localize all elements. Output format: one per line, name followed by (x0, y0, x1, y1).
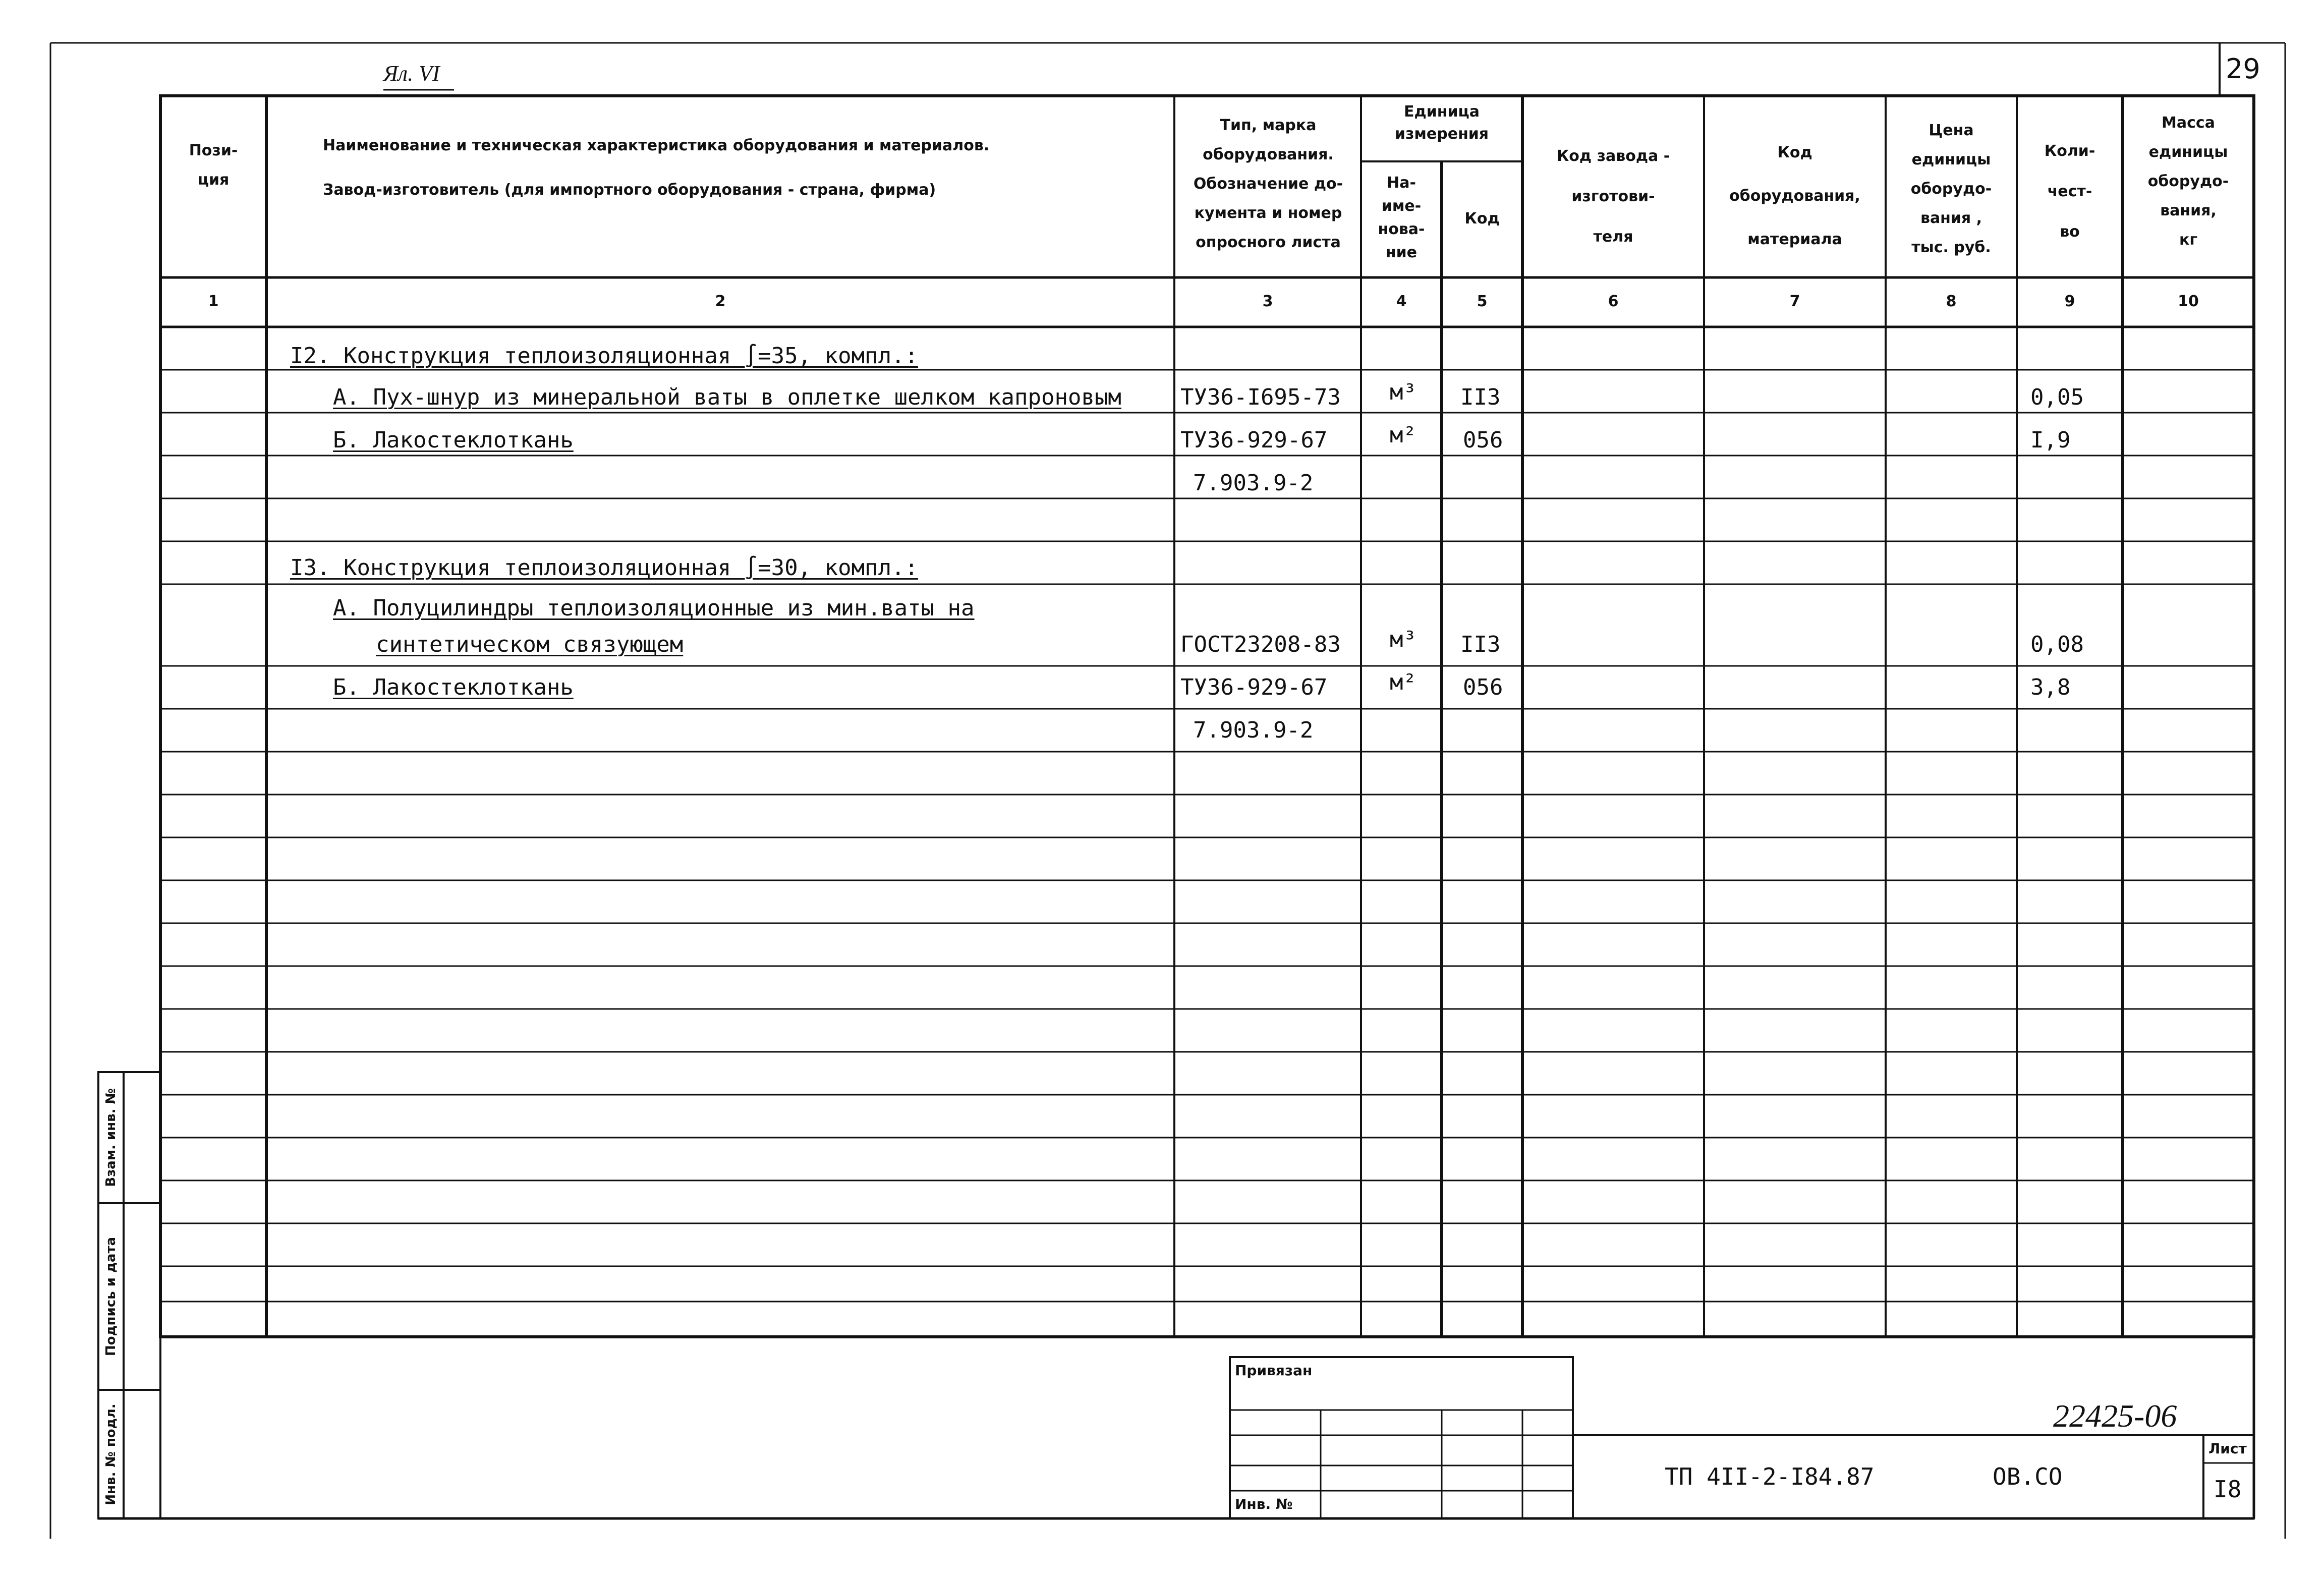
column-number-8: 8 (1946, 293, 1957, 310)
table-row-quantity: 0,08 (2030, 632, 2084, 657)
header-unit-code: Код (1464, 210, 1500, 228)
table-row-type: ТУ36-I695-73 (1180, 384, 1341, 410)
header-position: Пози- ция (189, 142, 238, 189)
table-row-unit: м³ (1390, 379, 1416, 405)
stamp-inv-no: Инв. № (1235, 1496, 1293, 1512)
header-plant-code: Код завода - изготови- теля (1556, 147, 1670, 246)
table-row-type: 7.903.9-2 (1193, 470, 1314, 496)
table-row-name: Б. Лакостеклоткань (333, 674, 574, 700)
table-row-type: ТУ36-929-67 (1180, 427, 1328, 453)
side-label-signature: Подпись и дата (103, 1236, 119, 1357)
table-row-quantity: 3,8 (2030, 674, 2071, 700)
stamp-privyazan: Привязан (1235, 1362, 1313, 1379)
header-mass: Масса единицы оборудо- вания, кг (2147, 114, 2229, 249)
header-equipment-code: Код оборудования, материала (1729, 144, 1860, 248)
table-row-unit: м³ (1390, 627, 1416, 652)
side-label-replacement: Взам. инв. № (103, 1088, 119, 1187)
table-row-type: ТУ36-929-67 (1180, 674, 1328, 700)
table-row-type: 7.903.9-2 (1193, 717, 1314, 743)
table-row-code: II3 (1460, 384, 1501, 410)
column-number-10: 10 (2178, 293, 2199, 310)
table-row-code: II3 (1460, 632, 1501, 657)
table-row-type: ГОСТ23208-83 (1180, 632, 1341, 657)
column-number-6: 6 (1608, 293, 1619, 310)
list-label: Лист (2208, 1440, 2247, 1457)
table-row-name: А. Полуцилиндры теплоизоляционные из мин.ваты на (333, 595, 975, 621)
table-row-quantity: I,9 (2030, 427, 2071, 453)
table-row-unit: м² (1390, 422, 1416, 448)
table-row-code: 056 (1463, 674, 1503, 700)
table-row-code: 056 (1463, 427, 1503, 453)
top-mark: Ял. VI (383, 61, 440, 86)
table-row-unit: м² (1390, 669, 1416, 695)
header-price: Цена единицы оборудо- вания , тыс. руб. (1910, 122, 1992, 256)
handwritten-number: 22425-06 (2053, 1398, 2177, 1434)
doc-code: ТП 4II-2-I84.87 (1665, 1463, 1875, 1490)
page-number: 29 (2226, 53, 2260, 85)
header-name: Наименование и техническая характеристика оборудования и материалов. Завод-изготовитель (для импортного оборудования - страна, фирма) (323, 137, 990, 199)
header-quantity: Коли- чест- во (2044, 142, 2095, 241)
header-type: Тип, марка оборудования. Обозначение до- кумента и номер опросного листа (1193, 117, 1343, 251)
table-row-name-continued: синтетическом связующем (376, 632, 684, 657)
column-number-3: 3 (1262, 293, 1273, 310)
column-number-9: 9 (2064, 293, 2075, 310)
table-row-name: А. Пух-шнур из минеральной ваты в оплетке шелком капроновым (333, 384, 1121, 410)
column-number-7: 7 (1789, 293, 1800, 310)
header-unit-group: Единица измерения (1394, 103, 1489, 143)
header-unit-name: На- име- нова- ние (1378, 174, 1425, 261)
column-number-5: 5 (1477, 293, 1488, 310)
table-row-name: I3. Конструкция теплоизоляционная ∫=30, компл.: (290, 555, 919, 581)
side-label-inventory: Инв. № подл. (103, 1403, 119, 1505)
list-number: I8 (2214, 1476, 2242, 1503)
doc-section: ОВ.СО (1993, 1463, 2063, 1490)
column-number-2: 2 (715, 293, 726, 310)
table-row-name: I2. Конструкция теплоизоляционная ∫=35, компл.: (290, 343, 919, 369)
column-number-4: 4 (1396, 293, 1407, 310)
column-number-1: 1 (208, 293, 219, 310)
table-row-quantity: 0,05 (2030, 384, 2084, 410)
table-row-name: Б. Лакостеклоткань (333, 427, 574, 453)
